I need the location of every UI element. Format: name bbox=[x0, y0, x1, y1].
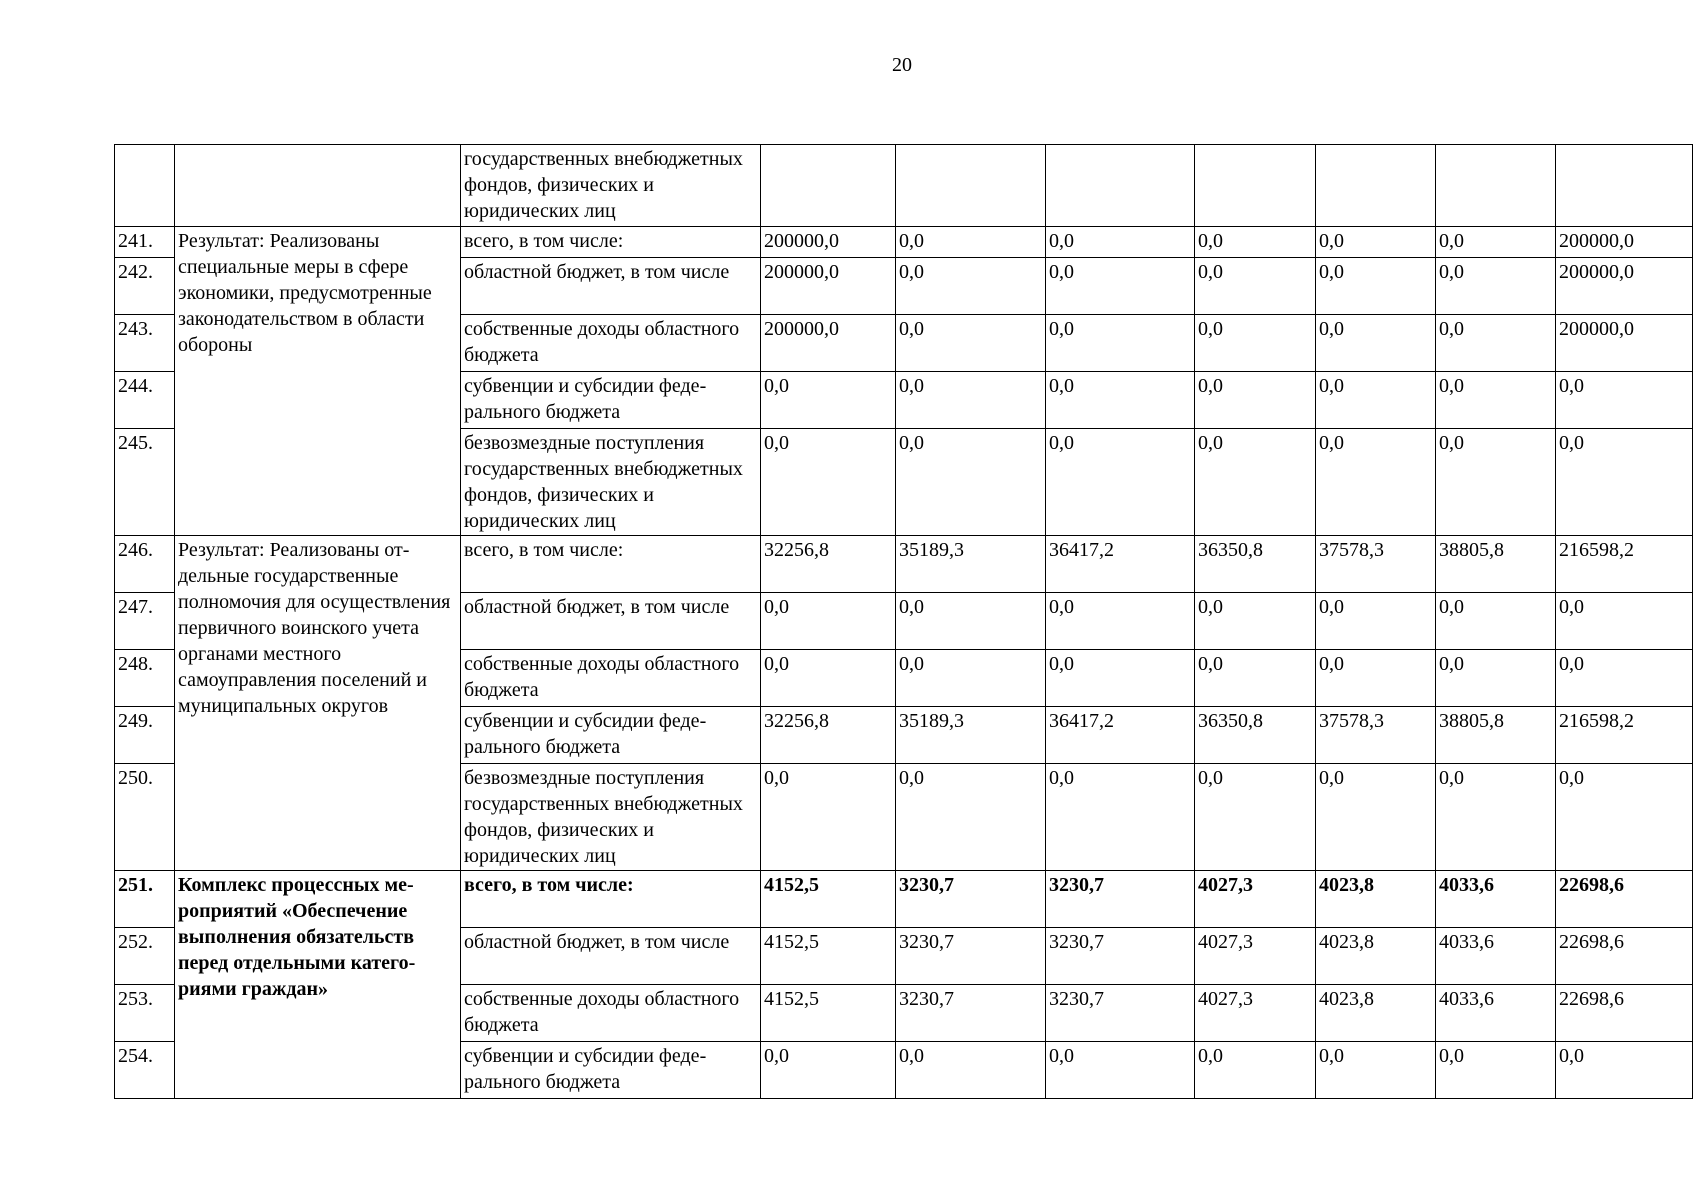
row-number-cell: 250. bbox=[115, 764, 175, 871]
table-row bbox=[115, 536, 1693, 593]
value-cell: 35189,3 bbox=[896, 707, 1046, 764]
source-cell: государственных внебюджетных фондов, физических и юридических лиц bbox=[461, 145, 761, 227]
row-number-cell: 241. bbox=[115, 227, 175, 258]
value-cell: 0,0 bbox=[1316, 650, 1436, 707]
value-cell: 0,0 bbox=[1046, 315, 1195, 372]
budget-table bbox=[114, 144, 1693, 1099]
value-cell: 0,0 bbox=[1316, 1042, 1436, 1099]
value-cell: 32256,8 bbox=[761, 707, 896, 764]
value-cell: 0,0 bbox=[1316, 258, 1436, 315]
value-cell: 0,0 bbox=[1436, 227, 1556, 258]
value-cell: 32256,8 bbox=[761, 536, 896, 593]
value-cell: 200000,0 bbox=[1556, 258, 1693, 315]
value-cell: 0,0 bbox=[761, 1042, 896, 1099]
row-number-cell bbox=[115, 145, 175, 227]
group-title-cell: Комплекс процессных мероприятий «Обеспечение выполнения обязательств перед отдельными категориями граждан» bbox=[175, 871, 461, 1099]
value-cell: 35189,3 bbox=[896, 536, 1046, 593]
value-cell: 0,0 bbox=[761, 372, 896, 429]
value-cell: 3230,7 bbox=[896, 928, 1046, 985]
value-cell: 0,0 bbox=[1195, 372, 1316, 429]
value-cell: 0,0 bbox=[1436, 1042, 1556, 1099]
source-cell: собственные доходы областного бюджета bbox=[461, 650, 761, 707]
value-cell: 0,0 bbox=[896, 593, 1046, 650]
value-cell: 4023,8 bbox=[1316, 928, 1436, 985]
value-cell: 36350,8 bbox=[1195, 707, 1316, 764]
value-cell: 0,0 bbox=[896, 1042, 1046, 1099]
value-cell: 0,0 bbox=[1046, 764, 1195, 871]
source-cell: областной бюджет, в том числе bbox=[461, 928, 761, 985]
value-cell: 0,0 bbox=[1195, 315, 1316, 372]
row-number-cell: 244. bbox=[115, 372, 175, 429]
value-cell: 0,0 bbox=[1316, 227, 1436, 258]
value-cell: 3230,7 bbox=[1046, 928, 1195, 985]
value-cell: 37578,3 bbox=[1316, 707, 1436, 764]
value-cell: 0,0 bbox=[1316, 429, 1436, 536]
table-row bbox=[115, 871, 1693, 928]
value-cell: 0,0 bbox=[1046, 650, 1195, 707]
row-number-cell: 247. bbox=[115, 593, 175, 650]
value-cell: 200000,0 bbox=[761, 315, 896, 372]
value-cell: 0,0 bbox=[1195, 258, 1316, 315]
value-cell bbox=[896, 145, 1046, 227]
value-cell: 4152,5 bbox=[761, 928, 896, 985]
value-cell: 4027,3 bbox=[1195, 928, 1316, 985]
source-cell: собственные доходы областного бюджета bbox=[461, 315, 761, 372]
value-cell: 0,0 bbox=[896, 429, 1046, 536]
value-cell: 0,0 bbox=[1195, 593, 1316, 650]
value-cell: 0,0 bbox=[1556, 764, 1693, 871]
value-cell: 0,0 bbox=[1436, 429, 1556, 536]
value-cell: 0,0 bbox=[761, 650, 896, 707]
value-cell: 3230,7 bbox=[1046, 871, 1195, 928]
source-cell: безвозмездные поступления государственных внебюджетных фондов, физических и юридических лиц bbox=[461, 764, 761, 871]
value-cell bbox=[1195, 145, 1316, 227]
value-cell: 3230,7 bbox=[1046, 985, 1195, 1042]
value-cell: 4152,5 bbox=[761, 985, 896, 1042]
value-cell: 4027,3 bbox=[1195, 871, 1316, 928]
row-number-cell: 252. bbox=[115, 928, 175, 985]
value-cell: 0,0 bbox=[1316, 593, 1436, 650]
value-cell: 0,0 bbox=[1195, 1042, 1316, 1099]
value-cell: 0,0 bbox=[896, 258, 1046, 315]
value-cell: 0,0 bbox=[1046, 429, 1195, 536]
value-cell: 200000,0 bbox=[1556, 315, 1693, 372]
value-cell: 0,0 bbox=[761, 764, 896, 871]
value-cell: 22698,6 bbox=[1556, 928, 1693, 985]
value-cell: 37578,3 bbox=[1316, 536, 1436, 593]
table-row bbox=[115, 227, 1693, 258]
value-cell: 0,0 bbox=[896, 227, 1046, 258]
value-cell: 3230,7 bbox=[896, 871, 1046, 928]
value-cell bbox=[1046, 145, 1195, 227]
row-number-cell: 242. bbox=[115, 258, 175, 315]
value-cell bbox=[1316, 145, 1436, 227]
value-cell: 4023,8 bbox=[1316, 871, 1436, 928]
value-cell bbox=[1436, 145, 1556, 227]
value-cell: 3230,7 bbox=[896, 985, 1046, 1042]
value-cell: 0,0 bbox=[1436, 650, 1556, 707]
source-cell: субвенции и субсидии федерального бюджета bbox=[461, 372, 761, 429]
group-title-cell bbox=[175, 145, 461, 227]
source-cell: всего, в том числе: bbox=[461, 536, 761, 593]
value-cell: 0,0 bbox=[761, 429, 896, 536]
source-cell: областной бюджет, в том числе bbox=[461, 258, 761, 315]
value-cell: 0,0 bbox=[1436, 593, 1556, 650]
value-cell: 0,0 bbox=[1046, 1042, 1195, 1099]
value-cell: 0,0 bbox=[1195, 227, 1316, 258]
value-cell: 0,0 bbox=[1556, 593, 1693, 650]
value-cell: 4023,8 bbox=[1316, 985, 1436, 1042]
value-cell: 216598,2 bbox=[1556, 536, 1693, 593]
value-cell: 0,0 bbox=[1316, 372, 1436, 429]
page-number: 20 bbox=[892, 54, 912, 76]
value-cell: 4027,3 bbox=[1195, 985, 1316, 1042]
value-cell: 0,0 bbox=[1195, 429, 1316, 536]
value-cell: 200000,0 bbox=[761, 227, 896, 258]
source-cell: субвенции и субсидии федерального бюджета bbox=[461, 1042, 761, 1099]
group-title-cell: Результат: Реализованы отдельные государственные полномочия для осуществления первичного воинского учета органами местного самоуправления поселений и муниципальных округов bbox=[175, 536, 461, 871]
source-cell: субвенции и субсидии федерального бюджета bbox=[461, 707, 761, 764]
value-cell: 0,0 bbox=[1195, 764, 1316, 871]
row-number-cell: 251. bbox=[115, 871, 175, 928]
table-row bbox=[115, 145, 1693, 227]
value-cell: 0,0 bbox=[1436, 258, 1556, 315]
source-cell: всего, в том числе: bbox=[461, 227, 761, 258]
row-number-cell: 248. bbox=[115, 650, 175, 707]
value-cell: 0,0 bbox=[896, 315, 1046, 372]
value-cell: 0,0 bbox=[1436, 315, 1556, 372]
table-body bbox=[115, 145, 1693, 1099]
value-cell: 0,0 bbox=[1046, 258, 1195, 315]
value-cell: 36350,8 bbox=[1195, 536, 1316, 593]
row-number-cell: 243. bbox=[115, 315, 175, 372]
value-cell bbox=[1556, 145, 1693, 227]
row-number-cell: 249. bbox=[115, 707, 175, 764]
value-cell: 0,0 bbox=[896, 650, 1046, 707]
value-cell: 216598,2 bbox=[1556, 707, 1693, 764]
value-cell bbox=[761, 145, 896, 227]
value-cell: 4033,6 bbox=[1436, 871, 1556, 928]
value-cell: 4033,6 bbox=[1436, 928, 1556, 985]
value-cell: 38805,8 bbox=[1436, 707, 1556, 764]
value-cell: 0,0 bbox=[1316, 764, 1436, 871]
row-number-cell: 246. bbox=[115, 536, 175, 593]
value-cell: 0,0 bbox=[1436, 764, 1556, 871]
value-cell: 22698,6 bbox=[1556, 871, 1693, 928]
value-cell: 22698,6 bbox=[1556, 985, 1693, 1042]
source-cell: всего, в том числе: bbox=[461, 871, 761, 928]
value-cell: 0,0 bbox=[896, 764, 1046, 871]
source-cell: областной бюджет, в том числе bbox=[461, 593, 761, 650]
value-cell: 0,0 bbox=[761, 593, 896, 650]
value-cell: 200000,0 bbox=[761, 258, 896, 315]
value-cell: 0,0 bbox=[1556, 1042, 1693, 1099]
group-title-cell: Результат: Реализованы специальные меры в сфере экономики, предусмотренные законодательством в области обороны bbox=[175, 227, 461, 536]
value-cell: 4152,5 bbox=[761, 871, 896, 928]
value-cell: 0,0 bbox=[1316, 315, 1436, 372]
value-cell: 38805,8 bbox=[1436, 536, 1556, 593]
row-number-cell: 245. bbox=[115, 429, 175, 536]
value-cell: 4033,6 bbox=[1436, 985, 1556, 1042]
value-cell: 0,0 bbox=[1046, 372, 1195, 429]
row-number-cell: 253. bbox=[115, 985, 175, 1042]
value-cell: 0,0 bbox=[896, 372, 1046, 429]
value-cell: 0,0 bbox=[1556, 650, 1693, 707]
value-cell: 36417,2 bbox=[1046, 707, 1195, 764]
row-number-cell: 254. bbox=[115, 1042, 175, 1099]
value-cell: 0,0 bbox=[1195, 650, 1316, 707]
value-cell: 0,0 bbox=[1556, 429, 1693, 536]
value-cell: 200000,0 bbox=[1556, 227, 1693, 258]
value-cell: 0,0 bbox=[1436, 372, 1556, 429]
value-cell: 0,0 bbox=[1556, 372, 1693, 429]
source-cell: безвозмездные поступления государственных внебюджетных фондов, физических и юридических лиц bbox=[461, 429, 761, 536]
value-cell: 0,0 bbox=[1046, 593, 1195, 650]
value-cell: 36417,2 bbox=[1046, 536, 1195, 593]
source-cell: собственные доходы областного бюджета bbox=[461, 985, 761, 1042]
value-cell: 0,0 bbox=[1046, 227, 1195, 258]
